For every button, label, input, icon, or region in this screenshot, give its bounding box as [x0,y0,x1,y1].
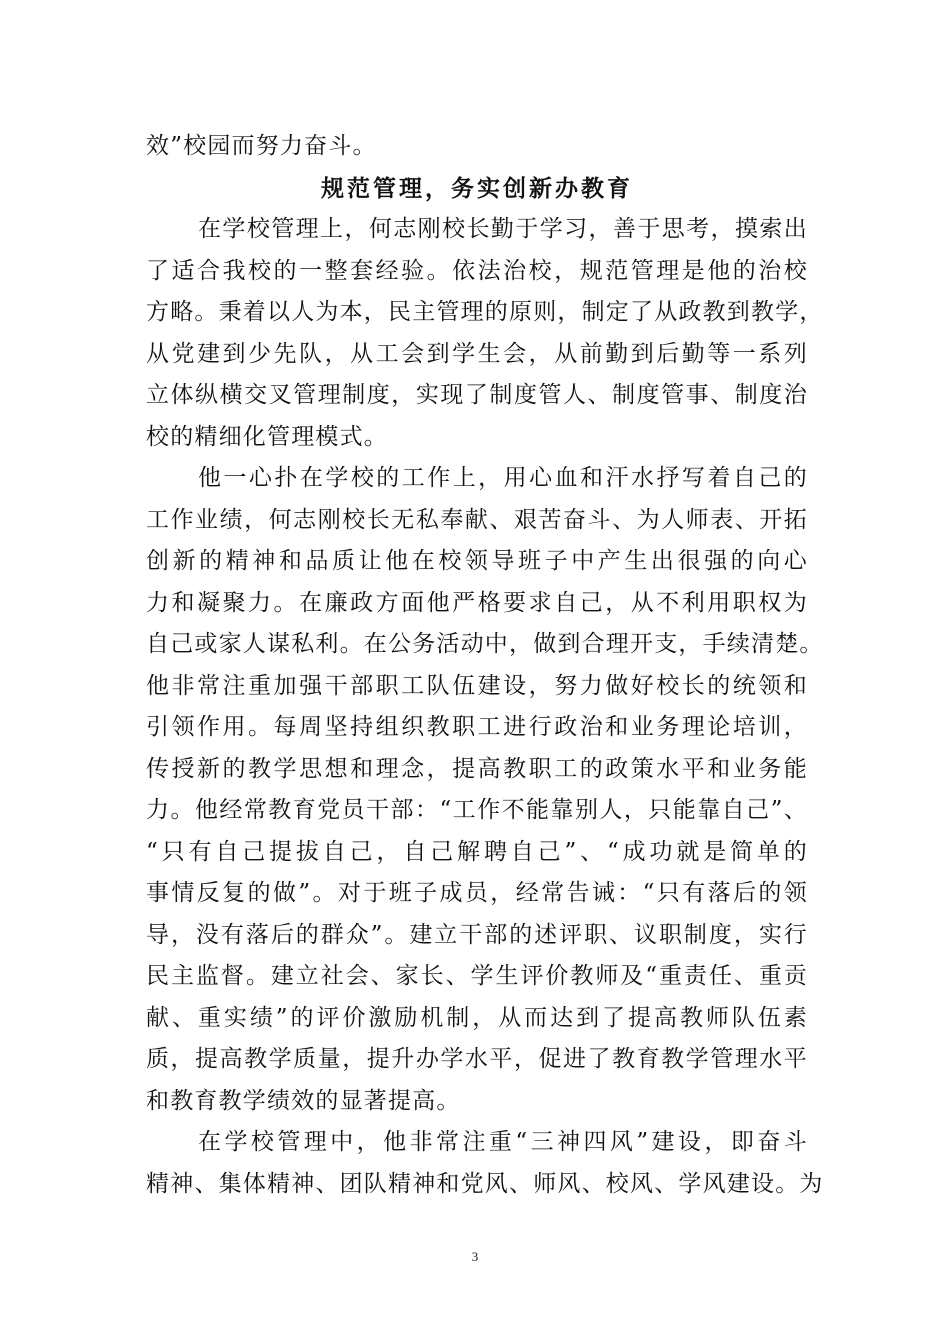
paragraph-line: “只有自己提拔自己，自己解聘自己”、“成功就是简单的 [146,838,808,865]
paragraph-line: 了适合我校的一整套经验。依法治校，规范管理是他的治校 [146,257,808,284]
paragraph-line: 方略。秉着以人为本，民主管理的原则，制定了从政教到教学， [146,299,824,325]
paragraph-line: 创新的精神和品质让他在校领导班子中产生出很强的向心 [146,548,808,574]
paragraph-2 [146,458,824,1122]
page-number: 3 [471,1249,479,1264]
paragraph-line: 他非常注重加强干部职工队伍建设，努力做好校长的统领和 [146,672,808,699]
paragraph-line: 事情反复的做”。对于班子成员，经常告诫：“只有落后的领 [146,880,808,906]
paragraph-line: 在学校管理中，他非常注重“三神四风”建设，即奋斗 [198,1129,808,1155]
paragraph-1 [146,209,824,458]
paragraph-line: 立体纵横交叉管理制度，实现了制度管人、制度管事、制度治 [146,382,808,408]
paragraph-line: 工作业绩，何志刚校长无私奉献、艰苦奋斗、为人师表、开拓 [146,506,808,533]
paragraph-line: 质，提高教学质量，提升办学水平，促进了教育教学管理水平 [146,1046,808,1072]
paragraph-line: 力。他经常教育党员干部：“工作不能靠别人，只能靠自己”、 [146,797,808,823]
paragraph-line: 导，没有落后的群众”。建立干部的述评职、议职制度，实行 [146,921,808,948]
paragraph-line: 和教育教学绩效的显著提高。 [146,1087,461,1114]
paragraph-line: 从党建到少先队，从工会到学生会，从前勤到后勤等一系列 [146,340,808,367]
paragraph-line: 校的精细化管理模式。 [146,423,388,450]
section-heading: 规范管理，务实创新办教育 [321,174,633,202]
opening-line: 效”校园而努力奋斗。 [146,133,377,159]
paragraph-line: 力和凝聚力。在廉政方面他严格要求自己，从不利用职权为 [146,589,808,616]
paragraph-line: 在学校管理上，何志刚校长勤于学习，善于思考，摸索出 [198,216,808,242]
paragraph-line: 引领作用。每周坚持组织教职工进行政治和业务理论培训， [146,714,808,740]
document-body [146,126,824,1205]
paragraph-line: 传授新的教学思想和理念，提高教职工的政策水平和业务能 [146,755,808,782]
paragraph-line: 自己或家人谋私利。在公务活动中，做到合理开支，手续清楚。 [146,631,824,657]
paragraph-line: 他一心扑在学校的工作上，用心血和汗水抒写着自己的 [198,465,808,491]
paragraph-line: 民主监督。建立社会、家长、学生评价教师及“重责任、重贡 [146,963,808,989]
paragraph-line: 献、重实绩”的评价激励机制，从而达到了提高教师队伍素 [146,1004,808,1031]
paragraph-3 [146,1122,824,1205]
paragraph-line: 精神、集体精神、团队精神和党风、师风、校风、学风建设。为 [146,1170,824,1197]
